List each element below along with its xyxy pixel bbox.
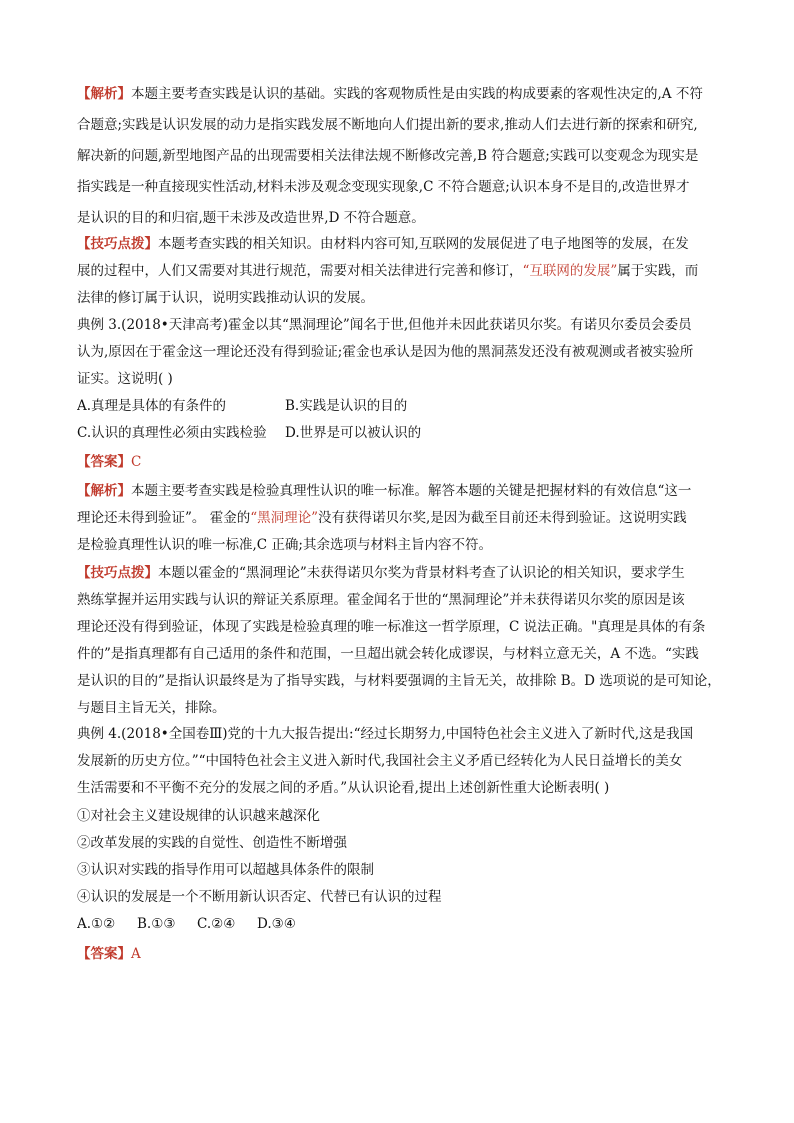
answer-label: 【答案】 (77, 454, 131, 470)
tip-label: 【技巧点拨】 (77, 565, 158, 581)
answer-value: C (131, 454, 142, 470)
example-3-line-1: 典例 3.(2018•天津高考)霍金以其“黑洞理论”闻名于世,但他并未因此获诺贝尔奖。有诺贝尔委员会委员 (77, 317, 692, 333)
analysis-1-line-1: 【解析】本题主要考查实践是认识的基础。实践的客观物质性是由实践的构成要素的客观性决定的,A 不符 (77, 86, 703, 102)
analysis-2-line-3: 是检验真理性认识的唯一标准,C 正确;其余选项与材料主旨内容不符。 (77, 537, 492, 553)
option-a: A.①② (77, 916, 116, 932)
analysis-2-line-1: 【解析】本题主要考查实践是检验真理性认识的唯一标准。解答本题的关键是把握材料的有效信息“这一 (77, 483, 692, 499)
analysis-1-line-4: 指实践是一种直接现实性活动,材料未涉及观念变现实现象,C 不符合题意;认识本身不是目的,改造世界才 (77, 179, 690, 195)
example-3-options-row-2 (77, 423, 737, 443)
example-4-line-3: 生活需要和不平衡不充分的发展之间的矛盾。”从认识论看,提出上述创新性重大论断表明( ) (77, 780, 610, 796)
option-a: A.真理是具体的有条件的 (77, 398, 227, 414)
highlight-black-hole: “黑洞理论” (250, 510, 319, 526)
tip-1-line-3: 法律的修订属于认识，说明实践推动认识的发展。 (77, 290, 374, 306)
tip-2-line-5: 是认识的目的”是指认识最终是为了指导实践，与材料要强调的主旨无关，故排除 B。D 选项说的是可知论， (77, 673, 721, 689)
example-4-item-1: ①对社会主义建设规律的认识越来越深化 (77, 808, 320, 824)
example-4-item-4: ④认识的发展是一个不断用新认识否定、代替已有认识的过程 (77, 889, 442, 905)
option-d: D.世界是可以被认识的 (285, 425, 422, 441)
example-3-line-3: 证实。这说明( ) (77, 371, 173, 387)
option-c: C.认识的真理性必须由实践检验 (77, 425, 267, 441)
tip-2-line-6: 与题目主旨无关，排除。 (77, 700, 226, 716)
tip-2-line-3: 理论还没有得到验证，体现了实践是检验真理的唯一标准这一哲学原理，C 说法正确。"真理是具体的有条 (77, 619, 706, 635)
example-3-options-row-1 (77, 396, 737, 416)
answer-value: A (131, 946, 141, 962)
analysis-1-line-3: 解决新的问题,新型地图产品的出现需要相关法律法规不断修改完善,B 符合题意;实践可以变观念为现实是 (77, 148, 699, 164)
analysis-label: 【解析】 (77, 483, 131, 499)
example-4-item-2: ②改革发展的实践的自觉性、创造性不断增强 (77, 835, 347, 851)
option-c: C.②④ (197, 916, 236, 932)
example-4-line-2: 发展新的历史方位。”“中国特色社会主义进入新时代,我国社会主义矛盾已经转化为人民日益增长的美女 (77, 753, 683, 769)
example-4-line-1: 典例 4.(2018•全国卷Ⅲ)党的十九大报告提出:“经过长期努力,中国特色社会主义进入了新时代,这是我国 (77, 726, 694, 742)
tip-1-line-2: 展的过程中，人们又需要对其进行规范，需要对相关法律进行完善和修订，“互联网的发展”属于实践，而 (77, 263, 699, 279)
example-4-options (77, 914, 737, 934)
tip-1-line-1: 【技巧点拨】本题考查实践的相关知识。由材料内容可知,互联网的发展促进了电子地图等的发展，在发 (77, 236, 689, 252)
tip-2-line-4: 件的”是指真理都有自己适用的条件和范围，一旦超出就会转化成谬误，与材料立意无关，A 不选。“实践 (77, 646, 699, 662)
example-3-line-2: 认为,原因在于霍金这一理论还没有得到验证;霍金也承认是因为他的黑洞蒸发还没有被观测或者被实验所 (77, 344, 694, 360)
analysis-1-line-2: 合题意;实践是认识发展的动力是指实践发展不断地向人们提出新的要求,推动人们去进行新的探索和研究, (77, 117, 698, 133)
highlight-internet: “互联网的发展” (522, 263, 618, 279)
tip-2-line-2: 熟练掌握并运用实践与认识的辩证关系原理。霍金闻名于世的“黑洞理论”并未获得诺贝尔奖的原因是该 (77, 592, 685, 608)
analysis-2-line-2: 理论还未得到验证”。 霍金的“黑洞理论”没有获得诺贝尔奖,是因为截至目前还未得到验证。这说明实践 (77, 510, 687, 526)
example-4-item-3: ③认识对实践的指导作用可以超越具体条件的限制 (77, 862, 374, 878)
tip-label: 【技巧点拨】 (77, 236, 158, 252)
option-d: D.③④ (257, 916, 296, 932)
example-3-answer (77, 452, 737, 472)
option-b: B.实践是认识的目的 (285, 398, 408, 414)
answer-label: 【答案】 (77, 946, 131, 962)
option-b: B.①③ (137, 916, 176, 932)
analysis-label: 【解析】 (77, 86, 131, 102)
example-4-answer (77, 944, 737, 964)
analysis-1-line-5: 是认识的目的和归宿,题干未涉及改造世界,D 不符合题意。 (77, 210, 425, 226)
tip-2-line-1: 【技巧点拨】本题以霍金的“黑洞理论”未获得诺贝尔奖为背景材料考查了认识论的相关知识，要求学生 (77, 565, 685, 581)
